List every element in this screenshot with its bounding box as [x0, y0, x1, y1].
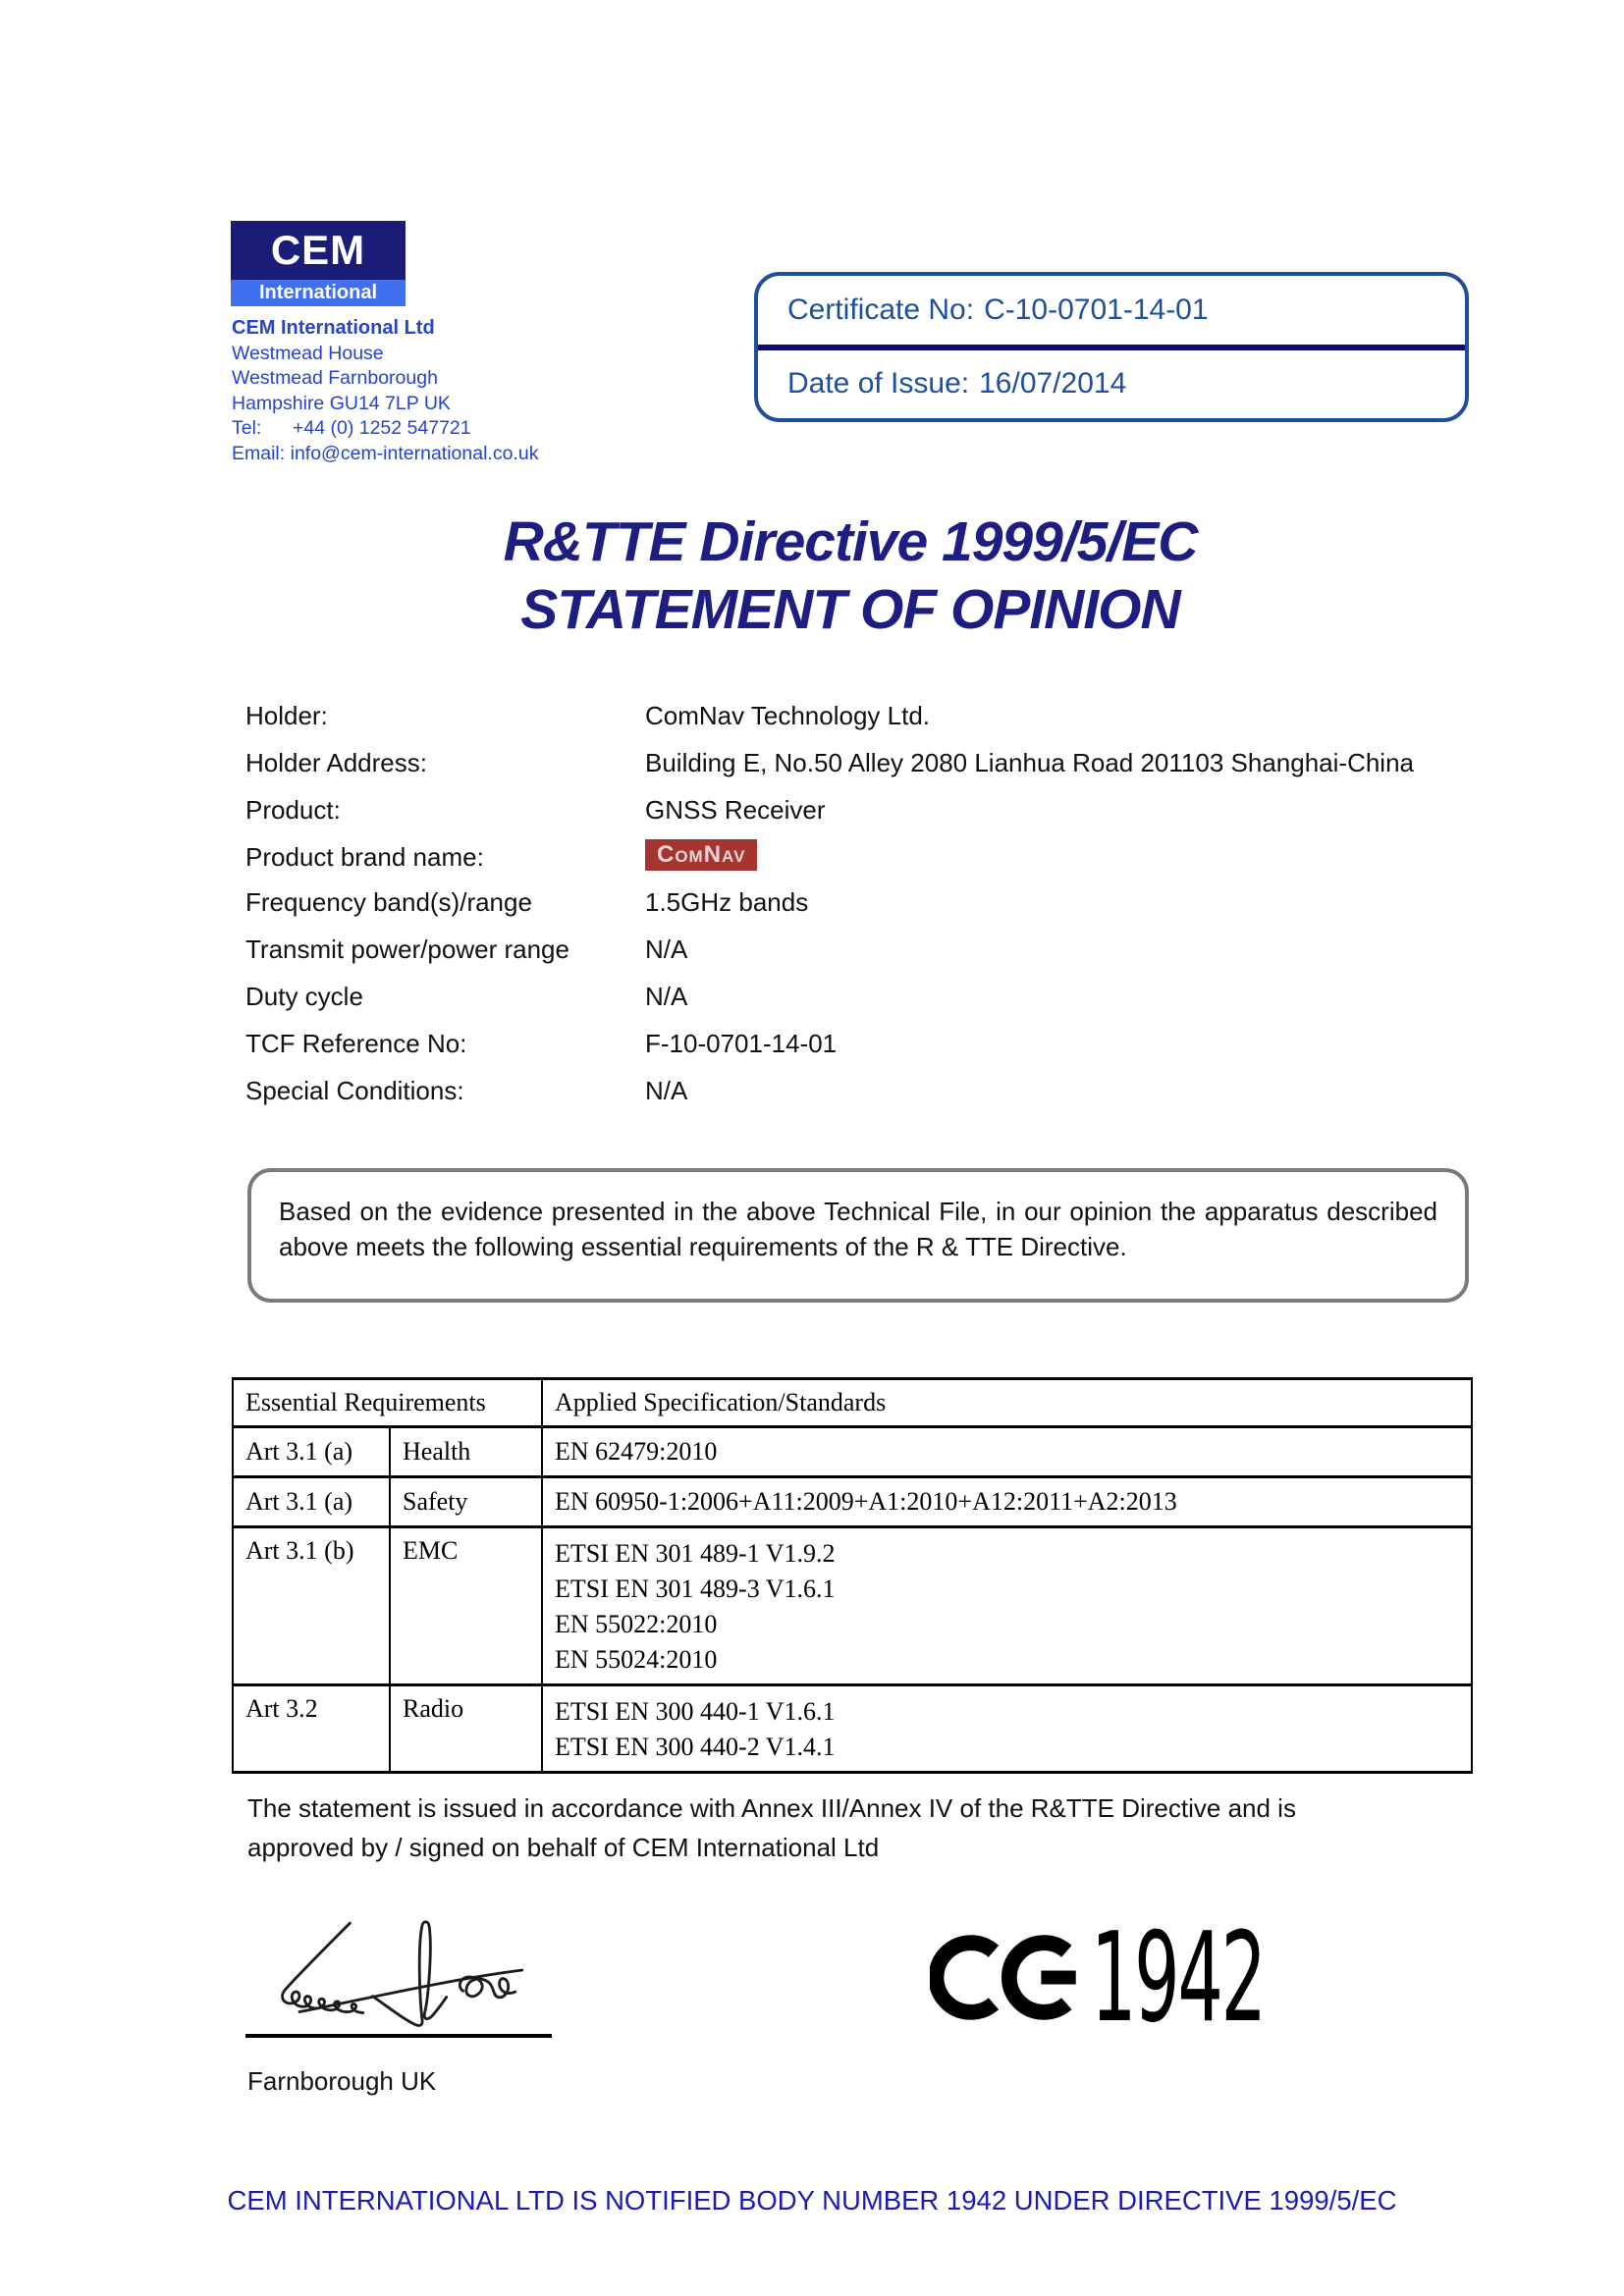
cem-logo — [231, 221, 406, 306]
date-of-issue-value: 16/07/2014 — [979, 367, 1127, 400]
issuer-address-line: Westmead Farnborough — [232, 367, 438, 389]
cell-category: EMC — [390, 1527, 542, 1685]
cell-category: Safety — [390, 1477, 542, 1527]
standards-table — [232, 1377, 1473, 1774]
table-row — [233, 1527, 1472, 1685]
cell-category: Health — [390, 1427, 542, 1477]
issuer-address-line: Westmead House — [232, 342, 384, 364]
detail-label: Product brand name: — [245, 842, 484, 872]
detail-value: N/A — [645, 982, 688, 1011]
tel-label: Tel: — [232, 417, 262, 439]
issuance-statement: The statement is issued in accordance with Annex III/Annex IV of the R&TTE Directive and is approved by / signed on behalf of CEM International Ltd — [247, 1793, 1296, 1862]
opinion-statement-text: Based on the evidence presented in the above Technical File, in our opinion the apparatus described above meets the following essential requirements of the R & TTE Directive. — [279, 1197, 1437, 1261]
notified-body-number: 1942 — [1091, 1905, 1265, 2050]
detail-label: Holder Address: — [245, 748, 427, 777]
cell-article: Art 3.2 — [233, 1685, 390, 1773]
opinion-statement-box — [247, 1168, 1469, 1303]
document-title — [231, 508, 1470, 644]
email-label: Email: — [232, 442, 286, 464]
spec-line: ETSI EN 301 489-3 V1.6.1 — [555, 1575, 836, 1603]
cell-article: Art 3.1 (b) — [233, 1527, 390, 1685]
cell-specs — [542, 1477, 1472, 1527]
spec-line: ETSI EN 300 440-1 V1.6.1 — [555, 1697, 836, 1726]
title-line-1: R&TTE Directive 1999/5/EC — [503, 510, 1198, 573]
spec-line: EN 55022:2010 — [555, 1610, 718, 1638]
detail-value: GNSS Receiver — [645, 795, 826, 825]
certificate-number-box — [754, 272, 1469, 422]
issuer-address-line: Hampshire GU14 7LP UK — [232, 392, 451, 414]
issuer-address-block — [232, 316, 538, 466]
cell-specs — [542, 1685, 1472, 1773]
table-header-row — [233, 1379, 1472, 1427]
detail-value: N/A — [645, 934, 688, 964]
ce-mark — [930, 1905, 1390, 2050]
detail-label: Holder: — [245, 701, 328, 730]
detail-label: Frequency band(s)/range — [245, 887, 532, 917]
issuer-email-line — [232, 442, 538, 467]
detail-value: F-10-0701-14-01 — [645, 1029, 838, 1058]
email-value: info@cem-international.co.uk — [290, 442, 539, 464]
detail-value: Building E, No.50 Alley 2080 Lianhua Road 201103 Shanghai-China — [645, 748, 1414, 777]
detail-label: Special Conditions: — [245, 1076, 464, 1105]
spec-line: EN 55024:2010 — [555, 1645, 718, 1674]
table-row — [233, 1685, 1472, 1773]
footer-notified-body-statement: CEM INTERNATIONAL LTD IS NOTIFIED BODY NUMBER 1942 UNDER DIRECTIVE 1999/5/EC — [227, 2185, 1397, 2216]
header-essential-requirements: Essential Requirements — [233, 1379, 542, 1427]
certificate-number-row — [758, 276, 1465, 345]
comnav-brand-logo — [645, 838, 757, 871]
issuer-tel-line — [232, 416, 538, 442]
comnav-brand-logo-text: ComNav — [645, 839, 757, 871]
signature — [245, 1909, 552, 2031]
detail-label: Duty cycle — [245, 982, 363, 1011]
signature-place: Farnborough UK — [247, 2066, 437, 2096]
cem-logo-subtitle: International — [231, 280, 406, 306]
cell-specs — [542, 1527, 1472, 1685]
spec-line: EN 62479:2010 — [555, 1437, 718, 1466]
spec-line: ETSI EN 301 489-1 V1.9.2 — [555, 1539, 836, 1568]
cem-logo-mark: CEM — [231, 221, 406, 280]
header-applied-standards: Applied Specification/Standards — [542, 1379, 1472, 1427]
detail-label: Product: — [245, 795, 341, 825]
detail-value: ComNav Technology Ltd. — [645, 701, 931, 730]
spec-line: ETSI EN 300 440-2 V1.4.1 — [555, 1733, 836, 1761]
spec-line: EN 60950-1:2006+A11:2009+A1:2010+A12:2011+A2:2013 — [555, 1487, 1177, 1516]
detail-value: N/A — [645, 1076, 688, 1105]
detail-label: TCF Reference No: — [245, 1029, 467, 1058]
date-of-issue-label: Date of Issue: — [787, 367, 970, 400]
cell-specs — [542, 1427, 1472, 1477]
table-row — [233, 1427, 1472, 1477]
ce-glyph-icon — [930, 1932, 1085, 2023]
certificate-number-label: Certificate No: — [787, 293, 975, 326]
date-of-issue-row — [758, 350, 1465, 419]
tel-value: +44 (0) 1252 547721 — [293, 417, 471, 439]
title-line-2: STATEMENT OF OPINION — [520, 578, 1180, 641]
certificate-number-value: C-10-0701-14-01 — [984, 293, 1209, 326]
cell-article: Art 3.1 (a) — [233, 1427, 390, 1477]
signature-line — [245, 2034, 552, 2038]
issuer-name: CEM International Ltd — [232, 317, 435, 339]
detail-label: Transmit power/power range — [245, 934, 569, 964]
cell-category: Radio — [390, 1685, 542, 1773]
table-row — [233, 1477, 1472, 1527]
cell-article: Art 3.1 (a) — [233, 1477, 390, 1527]
detail-value: 1.5GHz bands — [645, 887, 809, 917]
